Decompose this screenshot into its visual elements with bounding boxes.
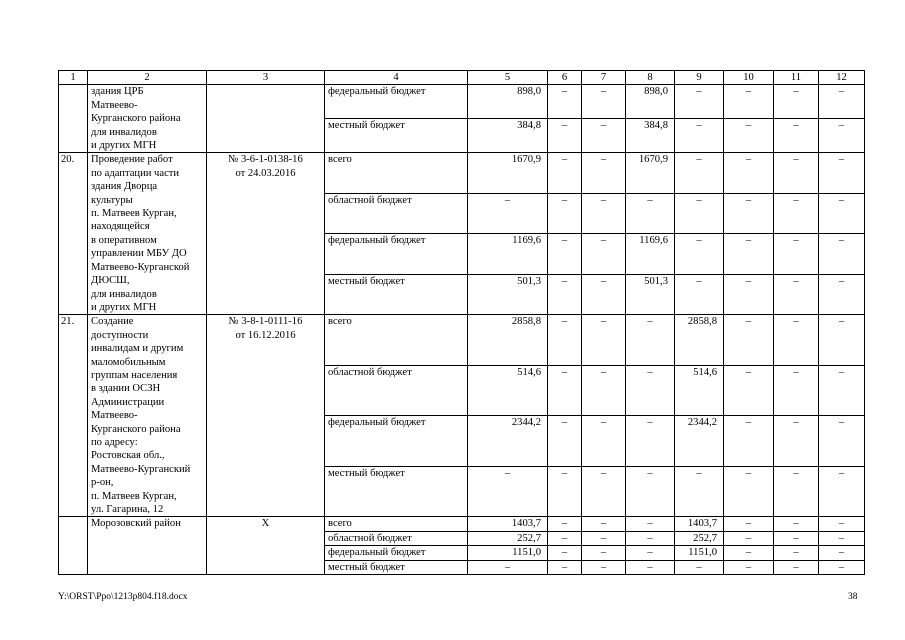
- value-cell: –: [626, 517, 675, 531]
- value-cell: –: [724, 315, 774, 366]
- value-cell: –: [819, 193, 865, 233]
- value-cell: –: [582, 234, 626, 274]
- expertise-reference: [207, 85, 325, 153]
- budget-source-label: местный бюджет: [325, 466, 468, 517]
- value-cell: –: [582, 119, 626, 153]
- value-cell: 1151,0: [468, 546, 548, 560]
- value-cell: 252,7: [468, 531, 548, 545]
- value-cell: –: [548, 315, 582, 366]
- activity-description: [88, 315, 207, 517]
- column-number: 3: [207, 71, 325, 85]
- column-number: 8: [626, 71, 675, 85]
- value-cell: –: [582, 517, 626, 531]
- value-cell: –: [724, 365, 774, 416]
- value-cell: –: [548, 365, 582, 416]
- value-cell: –: [548, 193, 582, 233]
- column-number: 10: [724, 71, 774, 85]
- activity-description-line: Матвеево-: [91, 99, 138, 111]
- value-cell: –: [675, 234, 724, 274]
- activity-description-line: Ростовская обл.,: [91, 450, 165, 462]
- value-cell: –: [724, 234, 774, 274]
- value-cell: 2858,8: [675, 315, 724, 366]
- value-cell: –: [675, 153, 724, 193]
- value-cell: –: [626, 560, 675, 574]
- value-cell: 514,6: [675, 365, 724, 416]
- value-cell: 1151,0: [675, 546, 724, 560]
- value-cell: –: [819, 85, 865, 119]
- value-cell: –: [675, 274, 724, 314]
- row-number: 21.: [59, 315, 88, 517]
- value-cell: 1670,9: [468, 153, 548, 193]
- activity-description-line: Курганского района: [91, 113, 181, 125]
- budget-source-label: местный бюджет: [325, 119, 468, 153]
- value-cell: –: [724, 193, 774, 233]
- value-cell: –: [548, 153, 582, 193]
- value-cell: –: [548, 517, 582, 531]
- column-number: 11: [774, 71, 819, 85]
- value-cell: –: [819, 315, 865, 366]
- value-cell: –: [548, 466, 582, 517]
- budget-source-label: всего: [325, 315, 468, 366]
- value-cell: 1670,9: [626, 153, 675, 193]
- value-cell: –: [468, 466, 548, 517]
- value-cell: –: [582, 153, 626, 193]
- value-cell: –: [819, 466, 865, 517]
- column-number: 4: [325, 71, 468, 85]
- value-cell: –: [819, 234, 865, 274]
- value-cell: –: [582, 560, 626, 574]
- table-row: [59, 315, 865, 366]
- budget-source-label: областной бюджет: [325, 193, 468, 233]
- value-cell: –: [774, 153, 819, 193]
- page-number: 38: [848, 592, 858, 602]
- activity-description-line: Курганского района: [91, 423, 181, 435]
- value-cell: 2858,8: [468, 315, 548, 366]
- budget-source-label: всего: [325, 153, 468, 193]
- value-cell: –: [626, 193, 675, 233]
- expertise-reference-line: от 16.12.2016: [235, 329, 296, 341]
- column-number: 2: [88, 71, 207, 85]
- activity-description-line: в оперативном: [91, 234, 157, 246]
- column-number: 7: [582, 71, 626, 85]
- value-cell: –: [626, 315, 675, 366]
- activity-description-line: п. Матвеев Курган,: [91, 490, 177, 502]
- budget-source-label: местный бюджет: [325, 274, 468, 314]
- value-cell: –: [548, 531, 582, 545]
- value-cell: –: [724, 416, 774, 467]
- budget-source-label: федеральный бюджет: [325, 546, 468, 560]
- value-cell: –: [582, 193, 626, 233]
- value-cell: 501,3: [468, 274, 548, 314]
- value-cell: –: [582, 416, 626, 467]
- value-cell: –: [819, 153, 865, 193]
- column-number: 6: [548, 71, 582, 85]
- row-number: 20.: [59, 153, 88, 315]
- row-number: [59, 517, 88, 575]
- value-cell: –: [548, 546, 582, 560]
- value-cell: –: [582, 531, 626, 545]
- value-cell: –: [724, 85, 774, 119]
- activity-description-line: р-он,: [91, 477, 114, 489]
- value-cell: –: [548, 560, 582, 574]
- value-cell: –: [582, 85, 626, 119]
- value-cell: –: [774, 365, 819, 416]
- row-number: [59, 85, 88, 153]
- value-cell: –: [626, 531, 675, 545]
- value-cell: –: [819, 416, 865, 467]
- activity-description-line: Матвеево-Курганской: [91, 261, 190, 273]
- activity-description-line: Администрации: [91, 396, 165, 408]
- value-cell: –: [774, 119, 819, 153]
- budget-source-label: федеральный бюджет: [325, 416, 468, 467]
- value-cell: 501,3: [626, 274, 675, 314]
- activity-description-line: Матвеево-: [91, 410, 138, 422]
- expertise-reference-line: № 3-8-1-0111-16: [228, 316, 303, 328]
- value-cell: –: [774, 193, 819, 233]
- footer-file-path: Y:\ORST\Ppo\1213p804.f18.docx: [58, 592, 188, 602]
- value-cell: 1403,7: [675, 517, 724, 531]
- value-cell: –: [724, 560, 774, 574]
- activity-description-line: для инвалидов: [91, 288, 157, 300]
- budget-source-label: федеральный бюджет: [325, 85, 468, 119]
- budget-source-label: областной бюджет: [325, 531, 468, 545]
- activity-description-line: ДЮСШ,: [91, 275, 130, 287]
- table-row: [59, 153, 865, 193]
- value-cell: –: [582, 315, 626, 366]
- expertise-reference-line: № 3-6-1-0138-16: [228, 154, 303, 166]
- value-cell: –: [819, 274, 865, 314]
- value-cell: –: [626, 466, 675, 517]
- value-cell: –: [675, 119, 724, 153]
- value-cell: –: [774, 315, 819, 366]
- activity-description-line: здания ЦРБ: [91, 86, 144, 98]
- value-cell: –: [675, 85, 724, 119]
- expertise-reference: Х: [207, 517, 325, 575]
- activity-description: [88, 85, 207, 153]
- activity-description-line: Матвеево-Курганский: [91, 463, 191, 475]
- value-cell: –: [724, 466, 774, 517]
- value-cell: –: [548, 234, 582, 274]
- value-cell: –: [774, 560, 819, 574]
- value-cell: –: [548, 85, 582, 119]
- expertise-reference: [207, 153, 325, 315]
- value-cell: –: [819, 365, 865, 416]
- value-cell: –: [468, 193, 548, 233]
- value-cell: 2344,2: [675, 416, 724, 467]
- value-cell: –: [675, 560, 724, 574]
- column-number: 9: [675, 71, 724, 85]
- value-cell: –: [724, 517, 774, 531]
- value-cell: –: [724, 546, 774, 560]
- activity-description-line: и других МГН: [91, 140, 157, 152]
- value-cell: 1169,6: [626, 234, 675, 274]
- value-cell: –: [675, 193, 724, 233]
- value-cell: 252,7: [675, 531, 724, 545]
- value-cell: –: [774, 546, 819, 560]
- value-cell: –: [774, 531, 819, 545]
- value-cell: –: [675, 466, 724, 517]
- district-name: Морозовский район: [88, 517, 207, 575]
- table-row: [59, 517, 865, 531]
- activity-description-line: по адаптации части: [91, 167, 180, 179]
- value-cell: 514,6: [468, 365, 548, 416]
- value-cell: –: [468, 560, 548, 574]
- value-cell: –: [724, 153, 774, 193]
- expertise-reference-line: от 24.03.2016: [235, 167, 296, 179]
- value-cell: –: [582, 466, 626, 517]
- value-cell: 384,8: [468, 119, 548, 153]
- activity-description: [88, 153, 207, 315]
- value-cell: –: [774, 85, 819, 119]
- activity-description-line: по адресу:: [91, 436, 138, 448]
- column-number-row: [59, 71, 865, 85]
- budget-source-label: областной бюджет: [325, 365, 468, 416]
- expertise-reference: [207, 315, 325, 517]
- value-cell: –: [774, 517, 819, 531]
- activity-description-line: группам населения: [91, 369, 178, 381]
- activity-description-line: находящейся: [91, 221, 150, 233]
- value-cell: –: [724, 531, 774, 545]
- column-number: 5: [468, 71, 548, 85]
- value-cell: –: [548, 119, 582, 153]
- value-cell: –: [582, 546, 626, 560]
- activity-description-line: и других МГН: [91, 301, 157, 313]
- activity-description-line: Создание: [91, 316, 134, 328]
- value-cell: –: [582, 365, 626, 416]
- budget-source-label: федеральный бюджет: [325, 234, 468, 274]
- column-number: 12: [819, 71, 865, 85]
- activity-description-line: инвалидам и другим: [91, 343, 184, 355]
- value-cell: 1403,7: [468, 517, 548, 531]
- activity-description-line: Проведение работ: [91, 154, 173, 166]
- value-cell: –: [774, 234, 819, 274]
- value-cell: 384,8: [626, 119, 675, 153]
- value-cell: –: [724, 274, 774, 314]
- value-cell: –: [819, 560, 865, 574]
- value-cell: –: [548, 274, 582, 314]
- value-cell: –: [548, 416, 582, 467]
- value-cell: –: [774, 416, 819, 467]
- value-cell: 2344,2: [468, 416, 548, 467]
- activity-description-line: доступности: [91, 329, 149, 341]
- value-cell: –: [774, 466, 819, 517]
- value-cell: 898,0: [468, 85, 548, 119]
- activity-description-line: культуры: [91, 194, 133, 206]
- table-row: [59, 85, 865, 119]
- activity-description-line: в здании ОСЗН: [91, 383, 161, 395]
- activity-description-line: здания Дворца: [91, 181, 158, 193]
- value-cell: –: [819, 119, 865, 153]
- activity-description-line: для инвалидов: [91, 126, 157, 138]
- value-cell: –: [626, 416, 675, 467]
- value-cell: –: [626, 546, 675, 560]
- value-cell: –: [626, 365, 675, 416]
- value-cell: –: [819, 531, 865, 545]
- activity-description-line: управлении МБУ ДО: [91, 248, 187, 260]
- value-cell: –: [774, 274, 819, 314]
- value-cell: –: [819, 546, 865, 560]
- column-number: 1: [59, 71, 88, 85]
- budget-table: [58, 70, 865, 575]
- activity-description-line: маломобильным: [91, 356, 166, 368]
- value-cell: –: [582, 274, 626, 314]
- value-cell: 1169,6: [468, 234, 548, 274]
- value-cell: –: [724, 119, 774, 153]
- value-cell: –: [819, 517, 865, 531]
- activity-description-line: ул. Гагарина, 12: [91, 504, 164, 515]
- activity-description-line: п. Матвеев Курган,: [91, 208, 177, 220]
- budget-source-label: всего: [325, 517, 468, 531]
- budget-source-label: местный бюджет: [325, 560, 468, 574]
- value-cell: 898,0: [626, 85, 675, 119]
